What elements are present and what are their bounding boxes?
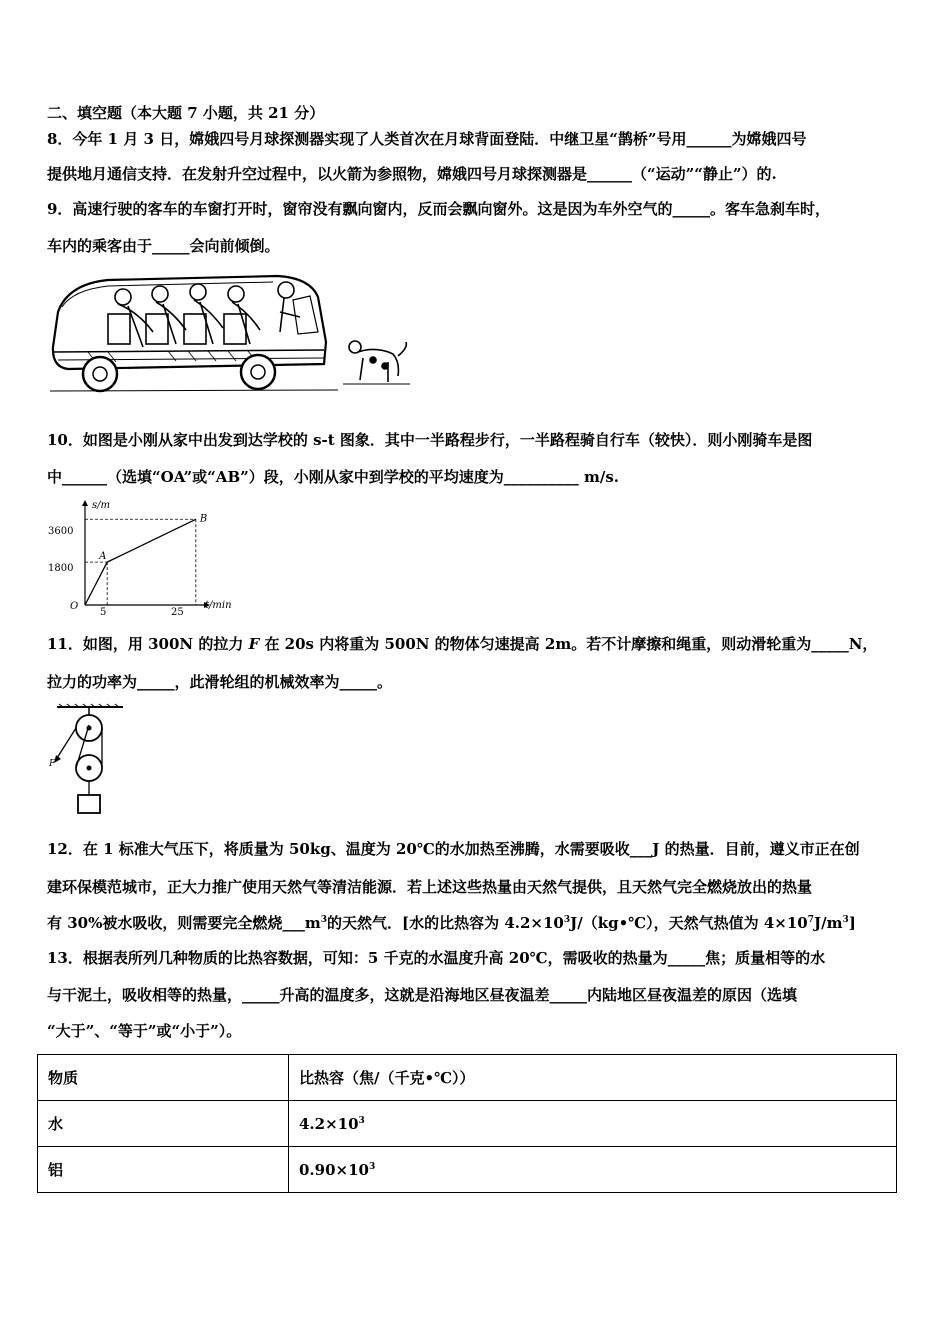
q12-text-c: J/（kg•℃），天然气热值为 4×10: [570, 914, 808, 932]
table-header-substance: 物质: [38, 1055, 289, 1101]
q12-text-a: 有 30%被水吸收，则需要完全燃烧___m: [47, 914, 321, 932]
table-value-exponent: 3: [368, 1161, 376, 1172]
q12-text-b: 的天然气．[水的比热容为 4.2×10: [327, 914, 564, 932]
q11-line-2: 拉力的功率为_____，此滑轮组的机械效率为_____。: [47, 673, 393, 691]
table-value-base: 4.2×10: [299, 1114, 359, 1133]
s-t-graph: [40, 495, 240, 615]
q11-line-1: [47, 634, 877, 654]
segment-ab: [107, 519, 196, 562]
pulley-force-label: F: [49, 759, 56, 769]
table-header-row: [38, 1055, 897, 1101]
x-tick-5: 5: [100, 607, 107, 615]
segment-oa: [85, 562, 107, 605]
q11-text-b: 在 20s 内将重为 500N 的物体匀速提高 2m。若不计摩擦和绳重，则动滑轮重为_____N，: [259, 635, 878, 653]
q12-text-d: J/m: [814, 914, 843, 932]
origin-label: O: [70, 601, 79, 612]
y-tick-1800: 1800: [48, 563, 74, 574]
y-axis-arrow: [82, 500, 88, 506]
table-cell-value: [289, 1147, 897, 1193]
q12-text-e: ]: [848, 914, 856, 932]
point-b-label: B: [199, 513, 208, 525]
q9-line-2: 车内的乘客由于_____会向前倾倒。: [47, 237, 280, 255]
x-tick-25: 25: [171, 607, 184, 615]
q8-line-2: 提供地月通信支持．在发射升空过程中，以火箭为参照物，嫦娥四号月球探测器是______（“运动”“静止”）的.: [47, 165, 777, 183]
q11-force-symbol: F: [248, 635, 260, 653]
y-tick-3600: 3600: [48, 526, 74, 537]
q13-line-1: 13．根据表所列几种物质的比热容数据，可知：5 千克的水温度升高 20℃，需吸收的热量为_____焦；质量相等的水: [47, 949, 826, 967]
pulley-diagram: [47, 703, 127, 818]
q8-line-1: 8．今年 1 月 3 日，嫦娥四号月球探测器实现了人类首次在月球背面登陆．中继卫星“鹊桥”号用______为嫦娥四号: [47, 130, 807, 148]
q12-line-1: 12．在 1 标准大气压下，将质量为 50kg、温度为 20℃的水加热至沸腾，水需要吸收___J 的热量．目前，遵义市正在创: [47, 840, 860, 858]
q12-line-2: 建环保模范城市，正大力推广使用天然气等清洁能源．若上述这些热量由天然气提供，且天然气完全燃烧放出的热量: [47, 878, 813, 896]
y-axis-label: s/m: [92, 500, 110, 511]
table-cell-value: [289, 1101, 897, 1147]
q13-line-2: 与干泥土，吸收相等的热量，_____升高的温度多，这就是沿海地区昼夜温差_____内陆地区昼夜温差的原因（选填: [47, 986, 798, 1004]
table-value-exponent: 3: [358, 1115, 365, 1126]
q13-line-3: “大于”、“等于”或“小于”）。: [47, 1022, 242, 1040]
q12-sup-2: 3: [563, 915, 571, 925]
table-header-specific-heat: 比热容（焦/（千克•℃））: [289, 1055, 897, 1101]
table-row: [38, 1147, 897, 1193]
table-row: [38, 1101, 897, 1147]
bus-illustration: [48, 272, 413, 397]
table-cell-substance: 铝: [38, 1147, 289, 1193]
q10-line-1: 10．如图是小刚从家中出发到达学校的 s-t 图象．其中一半路程步行，一半路程骑自行车（较快）．则小刚骑车是图: [47, 431, 813, 449]
point-a-label: A: [99, 551, 107, 563]
q12-sup-1: 3: [320, 915, 327, 925]
x-axis-label: t/min: [205, 600, 232, 611]
q9-line-1: 9．高速行驶的客车的车窗打开时，窗帘没有飘向窗内，反而会飘向窗外。这是因为车外空气的_____。客车急刹车时，: [47, 200, 830, 218]
q11-text-a: 11．如图，用 300N 的拉力: [47, 635, 249, 653]
specific-heat-table: [37, 1054, 897, 1193]
q12-sup-3: 7: [807, 915, 815, 925]
section-heading: 二、填空题（本大题 7 小题，共 21 分）: [47, 104, 325, 122]
table-value-base: 0.90×10: [299, 1160, 369, 1179]
q12-sup-4: 3: [842, 915, 849, 925]
q10-line-2: 中______（选填“OA”或“AB”）段，小刚从家中到学校的平均速度为__________ m/s.: [47, 468, 619, 486]
table-cell-substance: 水: [38, 1101, 289, 1147]
q12-line-3: [47, 913, 856, 933]
